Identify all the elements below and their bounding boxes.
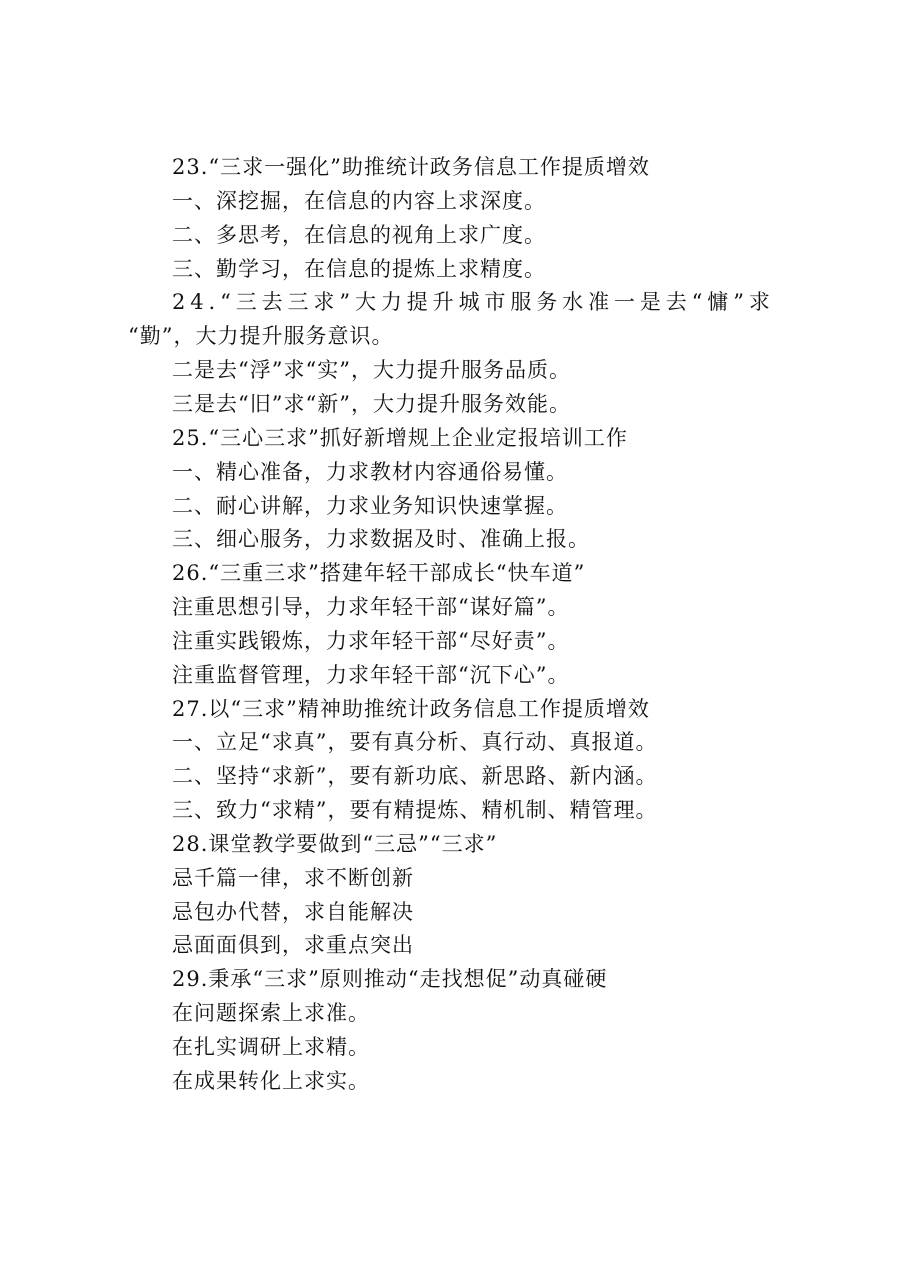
list-item: 二、多思考，在信息的视角上求广度。 [172,223,546,247]
list-item: 二、坚持“求新”，要有新功底、新思路、新内涵。 [172,764,658,788]
heading-24-continuation: “勤”，大力提升服务意识。 [128,324,394,348]
list-item: 三、细心服务，力求数据及时、准确上报。 [172,527,590,551]
list-item: 二、耐心讲解，力求业务知识快速掌握。 [172,494,568,518]
list-item: 在成果转化上求实。 [172,1069,370,1093]
heading-26: 26.“三重三求”搭建年轻干部成长“快车道” [172,561,586,585]
heading-23: 23.“三求一强化”助推统计政务信息工作提质增效 [172,155,650,179]
list-item: 在扎实调研上求精。 [172,1035,370,1059]
list-item: 一、立足“求真”，要有真分析、真行动、真报道。 [172,730,658,754]
list-item: 注重思想引导，力求年轻干部“谋好篇”。 [172,595,570,619]
list-item: 二是去“浮”求“实”，大力提升服务品质。 [172,358,571,382]
list-item: 三是去“旧”求“新”，大力提升服务效能。 [172,392,571,416]
list-item: 注重实践锻炼，力求年轻干部“尽好责”。 [172,629,570,653]
list-item: 在问题探索上求准。 [172,1001,370,1025]
list-item: 一、深挖掘，在信息的内容上求深度。 [172,189,546,213]
list-item: 一、精心准备，力求教材内容通俗易懂。 [172,460,568,484]
heading-24: 24.“三去三求”大力提升城市服务水准一是去“慵”求 [172,290,775,314]
list-item: 忌包办代替，求自能解决 [172,900,414,924]
list-item: 注重监督管理，力求年轻干部“沉下心”。 [172,663,570,687]
heading-27: 27.以“三求”精神助推统计政务信息工作提质增效 [172,697,650,721]
list-item: 三、致力“求精”，要有精提炼、精机制、精管理。 [172,798,658,822]
list-item: 忌千篇一律，求不断创新 [172,866,414,890]
heading-29: 29.秉承“三求”原则推动“走找想促”动真碰硬 [172,967,608,991]
heading-28: 28.课堂教学要做到“三忌”“三求” [172,832,498,856]
heading-25: 25.“三心三求”抓好新增规上企业定报培训工作 [172,426,628,450]
list-item: 三、勤学习，在信息的提炼上求精度。 [172,257,546,281]
list-item: 忌面面俱到，求重点突出 [172,933,414,957]
